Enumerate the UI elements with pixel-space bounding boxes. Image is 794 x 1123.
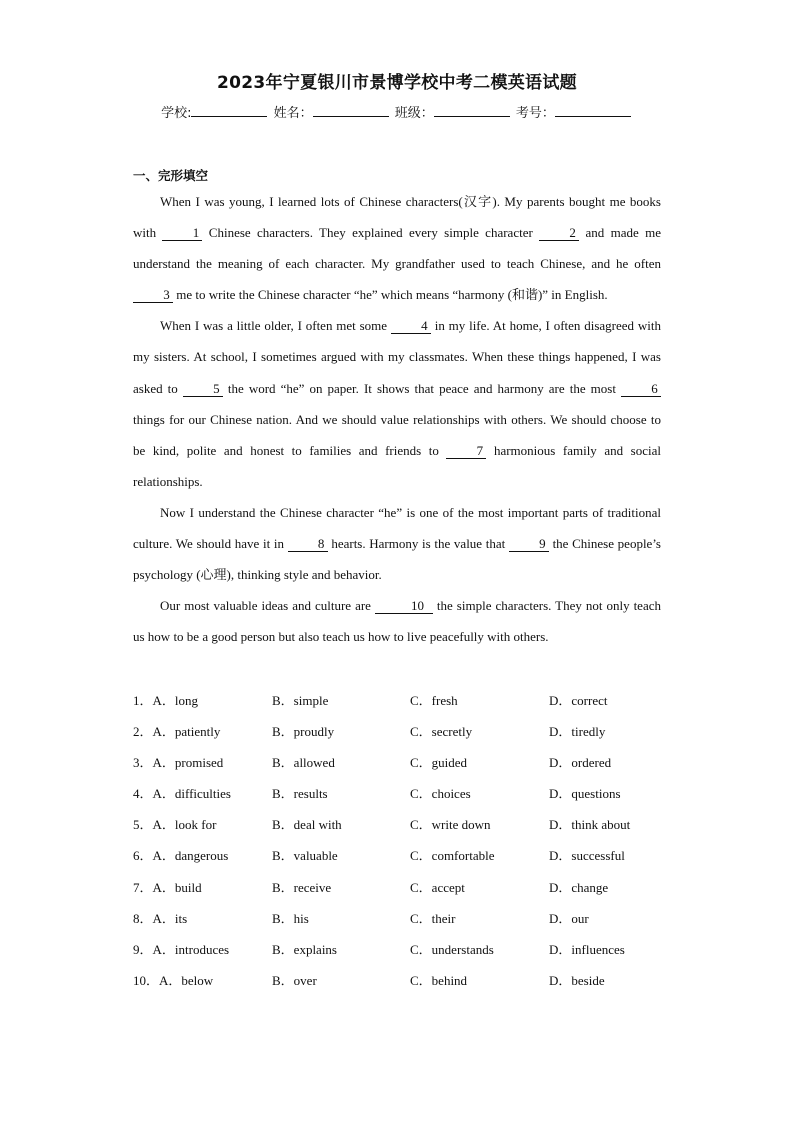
question-1-option-d[interactable]: D．correct	[549, 693, 608, 708]
question-9-option-b[interactable]: B．explains	[272, 941, 337, 957]
question-3-option-a[interactable]: 3．A．promised	[133, 755, 224, 771]
question-5-options	[133, 809, 693, 840]
passage-text: When I was a little older, I often met some	[160, 318, 391, 334]
question-7-option-a[interactable]: 7．A．build	[133, 879, 202, 895]
question-5-option-b[interactable]: B．deal with	[272, 817, 342, 833]
blank-1[interactable]: 1	[162, 226, 202, 241]
question-10-options	[133, 965, 693, 996]
passage-text: me to write the Chinese character “he” which means “harmony (和谐)” in English.	[173, 287, 608, 303]
question-3-option-c[interactable]: C．guided	[410, 755, 468, 771]
blank-9[interactable]: 9	[509, 537, 549, 552]
question-8-option-d[interactable]: D．our	[549, 910, 589, 926]
blank-5[interactable]: 5	[183, 382, 223, 397]
question-2-option-c[interactable]: C．secretly	[410, 724, 473, 740]
passage-text: hearts. Harmony is the value that	[327, 536, 509, 552]
question-10-option-c[interactable]: C．behind	[410, 972, 468, 988]
paragraph-1	[133, 186, 661, 310]
class-blank[interactable]	[434, 104, 510, 117]
exam-title: 2023年宁夏银川市景博学校中考二模英语试题	[217, 73, 577, 93]
section-heading: 一、完形填空	[133, 168, 209, 183]
question-6-option-d[interactable]: D．successful	[549, 848, 625, 864]
question-4-option-c[interactable]: C．choices	[410, 786, 471, 802]
exam-number-label: 考号：	[515, 106, 555, 121]
passage-text: Chinese characters. They explained every simple character	[202, 225, 540, 241]
question-4-options	[133, 778, 693, 809]
question-1-option-c[interactable]: C．fresh	[410, 693, 458, 708]
question-2-option-a[interactable]: 2．A．patiently	[133, 724, 221, 740]
question-8-option-a[interactable]: 8．A．its	[133, 910, 188, 926]
question-2-options	[133, 716, 693, 747]
passage-text: the Chinese people’s psychology (心理), thinking style and behavior.	[133, 536, 661, 583]
class-label: 班级：	[394, 106, 434, 121]
passage-text: in my life. At home, I often disagreed with my sisters. At school, I sometimes argued with my classmates. When these things happened, I was asked to	[133, 318, 661, 396]
passage-text: the word “he” on paper. It shows that peace and harmony are the most	[222, 380, 621, 396]
question-6-options	[133, 840, 693, 871]
question-3-options	[133, 747, 693, 778]
passage-text: Now I understand the Chinese character “he” is one of the most important parts of traditional culture. We should have it in	[133, 504, 661, 552]
question-9-option-d[interactable]: D．influences	[549, 941, 625, 957]
blank-6[interactable]: 6	[621, 382, 661, 397]
question-8-options	[133, 903, 693, 934]
question-8-option-b[interactable]: B．his	[272, 910, 309, 926]
question-9-options	[133, 934, 693, 965]
question-7-options	[133, 872, 693, 903]
passage-text: things for our Chinese nation. And we should value relationships with others. We should choose to be kind, polite and honest to families and friends to	[133, 411, 661, 458]
question-4-option-a[interactable]: 4．A．difficulties	[133, 786, 231, 802]
answer-options	[133, 685, 693, 996]
question-2-option-d[interactable]: D．tiredly	[549, 724, 606, 740]
passage-text: Our most valuable ideas and culture are	[160, 598, 375, 614]
question-7-option-b[interactable]: B．receive	[272, 879, 332, 895]
question-7-option-d[interactable]: D．change	[549, 879, 609, 895]
passage-text: When I was young, I learned lots of Chinese characters(汉字). My parents bought me books with	[133, 194, 661, 241]
question-4-option-b[interactable]: B．results	[272, 786, 328, 802]
question-1-option-b[interactable]: B．simple	[272, 693, 329, 708]
blank-2[interactable]: 2	[539, 226, 579, 241]
name-blank[interactable]	[313, 104, 389, 117]
question-1-options	[133, 685, 693, 716]
school-blank[interactable]	[191, 104, 267, 117]
blank-8[interactable]: 8	[288, 537, 328, 552]
passage-text: and made me understand the meaning of each character. My grandfather used to teach Chinese, and he often	[133, 225, 661, 272]
question-10-option-d[interactable]: D．beside	[549, 972, 605, 988]
question-2-option-b[interactable]: B．proudly	[272, 724, 335, 740]
question-10-option-a[interactable]: 10．A．below	[133, 972, 214, 988]
name-label: 姓名：	[273, 106, 313, 121]
question-1-option-a[interactable]: 1．A．long	[133, 693, 199, 708]
exam-number-blank[interactable]	[555, 104, 631, 117]
school-label: 学校:	[161, 106, 192, 121]
question-6-option-a[interactable]: 6．A．dangerous	[133, 848, 229, 864]
question-3-option-d[interactable]: D．ordered	[549, 755, 612, 771]
question-3-option-b[interactable]: B．allowed	[272, 755, 335, 771]
blank-7[interactable]: 7	[446, 444, 486, 459]
question-6-option-b[interactable]: B．valuable	[272, 848, 338, 864]
passage-text: the simple characters. They not only teach us how to be a good person but also teach us how to live peacefully with others.	[133, 598, 661, 645]
question-7-option-c[interactable]: C．accept	[410, 879, 465, 895]
question-4-option-d[interactable]: D．questions	[549, 786, 621, 802]
paragraph-2	[133, 310, 661, 497]
question-9-option-c[interactable]: C．understands	[410, 941, 494, 957]
blank-4[interactable]: 4	[391, 319, 431, 334]
question-10-option-b[interactable]: B．over	[272, 972, 317, 988]
question-5-option-c[interactable]: C．write down	[410, 817, 491, 833]
student-info-line	[0, 102, 794, 121]
question-5-option-d[interactable]: D．think about	[549, 817, 631, 833]
cloze-passage	[133, 186, 661, 652]
question-9-option-a[interactable]: 9．A．introduces	[133, 941, 230, 957]
paragraph-3	[133, 497, 661, 590]
paragraph-4	[133, 590, 661, 652]
question-6-option-c[interactable]: C．comfortable	[410, 848, 495, 864]
question-8-option-c[interactable]: C．their	[410, 910, 456, 926]
blank-10[interactable]: 10	[375, 599, 433, 614]
passage-text: harmonious family and social relationships.	[133, 442, 661, 489]
blank-3[interactable]: 3	[133, 288, 173, 303]
question-5-option-a[interactable]: 5．A．look for	[133, 817, 217, 833]
